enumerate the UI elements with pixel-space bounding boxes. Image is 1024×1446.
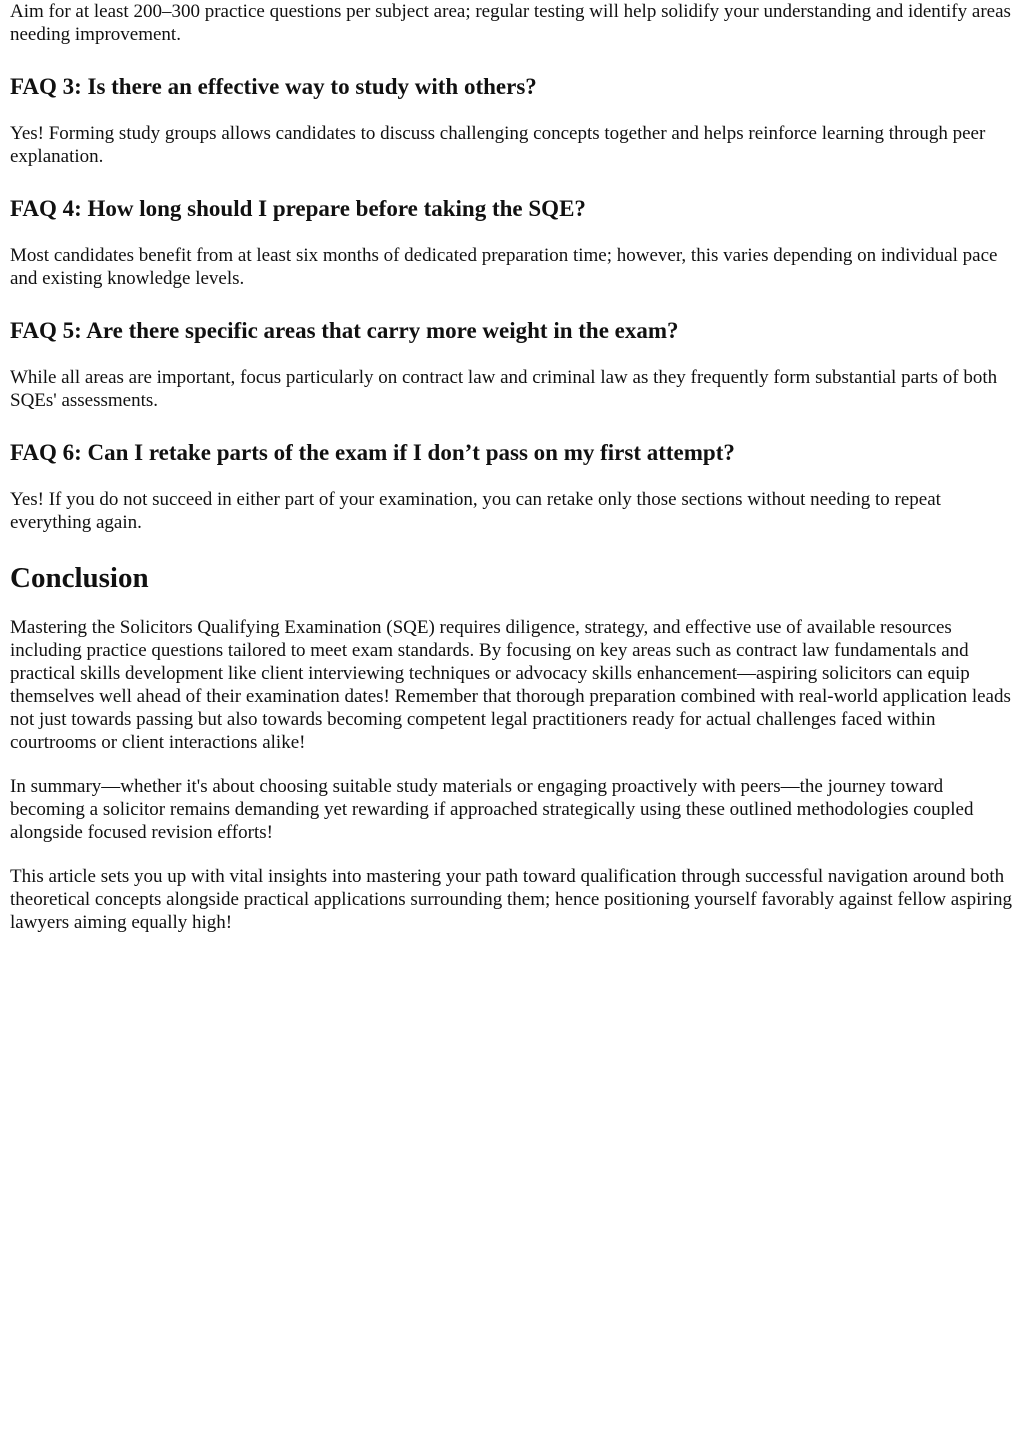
faq-question-3: FAQ 3: Is there an effective way to study with others?: [10, 74, 537, 99]
faq-answer-3: Yes! Forming study groups allows candidates to discuss challenging concepts together and helps reinforce learning through peer explanation.: [10, 123, 986, 167]
conclusion-heading: Conclusion: [10, 562, 149, 594]
conclusion-paragraph-1: Mastering the Solicitors Qualifying Examination (SQE) requires diligence, strategy, and effective use of available resources including practice questions tailored to meet exam standards. By focusing on key areas such as contract law fundamentals and practical skills development like client interviewing techniques or advocacy skills enhancement—aspiring solicitors can equip themselves well ahead of their examination dates! Remember that thorough preparation combined with real-world application leads not just towards passing but also towards becoming competent legal practitioners ready for actual challenges faced within courtrooms or client interactions alike!: [10, 617, 1011, 753]
conclusion-paragraph-2: In summary—whether it's about choosing suitable study materials or engaging proactively with peers—the journey toward becoming a solicitor remains demanding yet rewarding if approached strategically using these outlined methodologies coupled alongside focused revision efforts!: [10, 776, 974, 843]
faq-answer-6: Yes! If you do not succeed in either part of your examination, you can retake only those sections without needing to repeat everything again.: [10, 489, 941, 533]
faq-question-4: FAQ 4: How long should I prepare before taking the SQE?: [10, 196, 586, 221]
conclusion-section: [10, 561, 1014, 934]
faq-answer-5: While all areas are important, focus particularly on contract law and criminal law as they frequently form substantial parts of both SQEs' assessments.: [10, 367, 998, 411]
faq-question-6: FAQ 6: Can I retake parts of the exam if I don’t pass on my first attempt?: [10, 440, 735, 465]
faq-question-5: FAQ 5: Are there specific areas that carry more weight in the exam?: [10, 318, 679, 343]
faq-answer-4: Most candidates benefit from at least six months of dedicated preparation time; however, this varies depending on individual pace and existing knowledge levels.: [10, 245, 998, 289]
faq-section: [10, 73, 1014, 534]
conclusion-paragraph-3: This article sets you up with vital insights into mastering your path toward qualification through successful navigation around both theoretical concepts alongside practical applications surrounding them; hence positioning yourself favorably against fellow aspiring lawyers aiming equally high!: [10, 866, 1012, 933]
intro-paragraph: Aim for at least 200–300 practice questions per subject area; regular testing will help solidify your understanding and identify areas needing improvement.: [10, 1, 1011, 45]
